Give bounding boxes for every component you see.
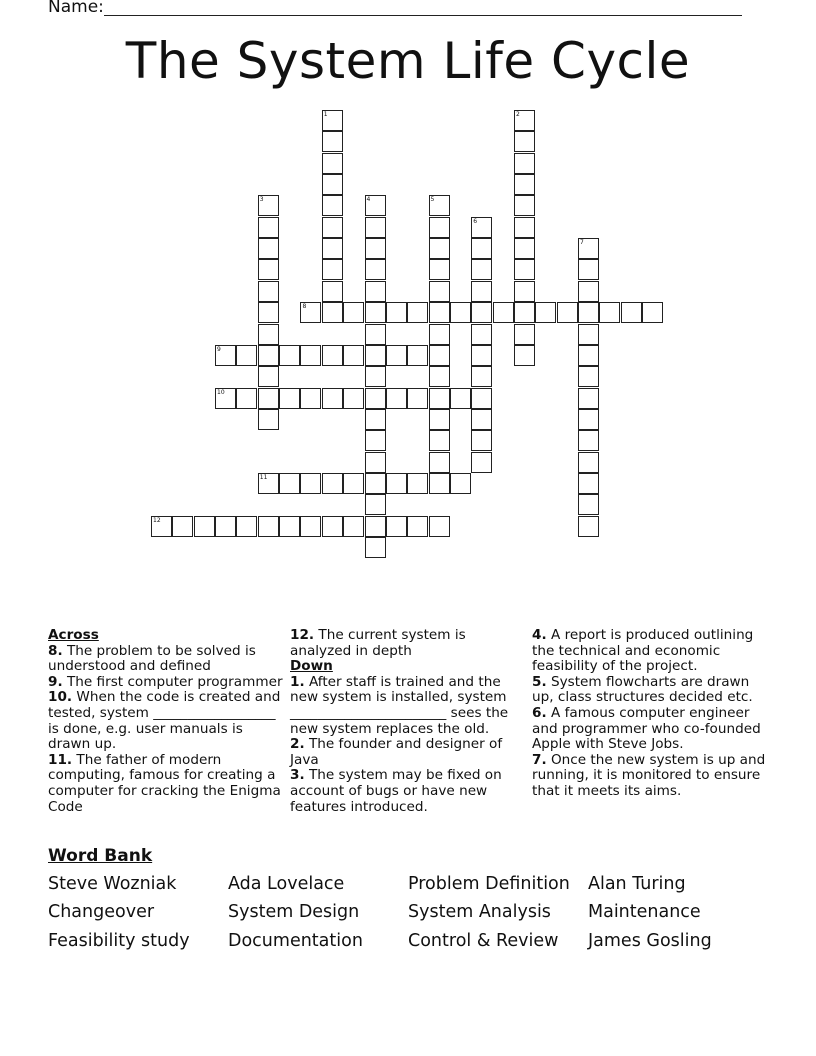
word-bank-item: Problem Definition bbox=[408, 874, 570, 894]
crossword-cell[interactable] bbox=[258, 473, 279, 494]
crossword-cell[interactable] bbox=[300, 473, 321, 494]
crossword-cell[interactable] bbox=[514, 131, 535, 152]
crossword-cell[interactable] bbox=[599, 302, 620, 323]
crossword-cell[interactable] bbox=[258, 324, 279, 345]
crossword-cell[interactable] bbox=[151, 516, 172, 537]
crossword-cell[interactable] bbox=[343, 516, 364, 537]
cell-number: 10 bbox=[217, 388, 225, 396]
crossword-cell[interactable] bbox=[514, 174, 535, 195]
crossword-cell[interactable] bbox=[322, 302, 343, 323]
crossword-cell[interactable] bbox=[322, 153, 343, 174]
crossword-cell[interactable] bbox=[578, 366, 599, 387]
cell-number: 6 bbox=[473, 217, 478, 225]
word-bank-item: Documentation bbox=[228, 931, 363, 951]
crossword-cell[interactable] bbox=[514, 302, 535, 323]
clue-text: The system may be fixed on account of bugs or have new features introduced. bbox=[290, 767, 502, 815]
crossword-cell[interactable] bbox=[407, 388, 428, 409]
crossword-cell[interactable] bbox=[365, 259, 386, 280]
crossword-cell[interactable] bbox=[578, 238, 599, 259]
cell-number: 8 bbox=[302, 303, 307, 311]
crossword-cell[interactable] bbox=[642, 302, 663, 323]
cell-number: 4 bbox=[366, 196, 371, 204]
crossword-cell[interactable] bbox=[514, 259, 535, 280]
crossword-cell[interactable] bbox=[258, 259, 279, 280]
clue-number: 7. bbox=[532, 751, 547, 768]
crossword-cell[interactable] bbox=[236, 388, 257, 409]
crossword-cell[interactable] bbox=[236, 345, 257, 366]
crossword-cell[interactable] bbox=[279, 516, 300, 537]
clue-across-9 bbox=[48, 675, 286, 691]
crossword-cell[interactable] bbox=[471, 430, 492, 451]
crossword-cell[interactable] bbox=[621, 302, 642, 323]
clue-down-2 bbox=[290, 737, 522, 768]
crossword-cell[interactable] bbox=[557, 302, 578, 323]
crossword-cell[interactable] bbox=[514, 238, 535, 259]
crossword-cell[interactable] bbox=[365, 537, 386, 558]
crossword-cell[interactable] bbox=[258, 388, 279, 409]
crossword-cell[interactable] bbox=[365, 409, 386, 430]
crossword-cell[interactable] bbox=[471, 345, 492, 366]
across-heading: Across bbox=[48, 627, 99, 643]
crossword-cell[interactable] bbox=[471, 217, 492, 238]
crossword-cell[interactable] bbox=[322, 217, 343, 238]
crossword-cell[interactable] bbox=[578, 452, 599, 473]
cell-number: 2 bbox=[515, 111, 520, 118]
crossword-cell[interactable] bbox=[386, 473, 407, 494]
word-bank-item: James Gosling bbox=[588, 931, 712, 951]
clue-down-7 bbox=[532, 753, 768, 800]
clue-across-12 bbox=[290, 628, 522, 659]
crossword-cell[interactable] bbox=[322, 345, 343, 366]
crossword-cell[interactable] bbox=[322, 388, 343, 409]
page-title: The System Life Cycle bbox=[125, 32, 691, 90]
crossword-cell[interactable] bbox=[258, 195, 279, 216]
crossword-cell[interactable] bbox=[514, 324, 535, 345]
crossword-cell[interactable] bbox=[322, 195, 343, 216]
word-bank-item: Ada Lovelace bbox=[228, 874, 345, 894]
crossword-cell[interactable] bbox=[258, 409, 279, 430]
crossword-cell[interactable] bbox=[514, 217, 535, 238]
crossword-cell[interactable] bbox=[365, 238, 386, 259]
crossword-cell[interactable] bbox=[578, 494, 599, 515]
clue-text: The current system is analyzed in depth bbox=[290, 627, 466, 659]
word-bank-title: Word Bank bbox=[48, 846, 153, 866]
down-heading: Down bbox=[290, 658, 333, 675]
crossword-cell[interactable] bbox=[471, 259, 492, 280]
crossword-cell[interactable] bbox=[258, 217, 279, 238]
crossword-cell[interactable] bbox=[429, 324, 450, 345]
cell-number: 1 bbox=[323, 111, 328, 118]
crossword-cell[interactable] bbox=[407, 473, 428, 494]
crossword-cell[interactable] bbox=[429, 516, 450, 537]
crossword-cell[interactable] bbox=[578, 259, 599, 280]
crossword-cell[interactable] bbox=[365, 302, 386, 323]
crossword-cell[interactable] bbox=[578, 345, 599, 366]
crossword-cell[interactable] bbox=[429, 388, 450, 409]
crossword-cell[interactable] bbox=[343, 473, 364, 494]
crossword-cell[interactable] bbox=[407, 345, 428, 366]
crossword-cell[interactable] bbox=[514, 153, 535, 174]
crossword-cell[interactable] bbox=[365, 452, 386, 473]
crossword-cell[interactable] bbox=[172, 516, 193, 537]
crossword-cell[interactable] bbox=[471, 366, 492, 387]
crossword-cell[interactable] bbox=[365, 324, 386, 345]
clue-text: After staff is trained and the new system is installed, system _______________________ sees the new system replaces the old. bbox=[290, 673, 509, 737]
crossword-cell[interactable] bbox=[450, 302, 471, 323]
crossword-cell[interactable] bbox=[322, 516, 343, 537]
clue-text: The father of modern computing, famous for creating a computer for cracking the Enigma Code bbox=[48, 751, 281, 815]
crossword-cell[interactable] bbox=[279, 473, 300, 494]
clue-number: 10. bbox=[48, 689, 73, 706]
crossword-cell[interactable] bbox=[578, 281, 599, 302]
clue-number: 5. bbox=[532, 673, 547, 690]
clue-column-3 bbox=[532, 628, 768, 800]
crossword-cell[interactable] bbox=[429, 238, 450, 259]
clue-down-6 bbox=[532, 706, 768, 753]
clue-text: A report is produced outlining the technical and economic feasibility of the project. bbox=[532, 627, 754, 675]
word-bank-item: Maintenance bbox=[588, 902, 701, 922]
crossword-cell[interactable] bbox=[258, 302, 279, 323]
cell-number: 12 bbox=[153, 516, 161, 524]
crossword-cell[interactable] bbox=[322, 131, 343, 152]
crossword-cell[interactable] bbox=[258, 345, 279, 366]
crossword-cell[interactable] bbox=[365, 516, 386, 537]
crossword-cell[interactable] bbox=[429, 217, 450, 238]
crossword-cell[interactable] bbox=[471, 238, 492, 259]
crossword-cell[interactable] bbox=[365, 195, 386, 216]
crossword-cell[interactable] bbox=[365, 366, 386, 387]
clue-number: 4. bbox=[532, 627, 547, 643]
crossword-cell[interactable] bbox=[471, 388, 492, 409]
clue-down-1 bbox=[290, 675, 522, 737]
crossword-cell[interactable] bbox=[258, 281, 279, 302]
clue-text: The first computer programmer bbox=[66, 673, 283, 690]
clue-column-2 bbox=[290, 628, 522, 815]
cell-number: 7 bbox=[580, 239, 584, 247]
clue-across-11 bbox=[48, 753, 286, 815]
crossword-cell[interactable] bbox=[386, 302, 407, 323]
cell-number: 5 bbox=[430, 196, 435, 204]
clue-down-5 bbox=[532, 675, 768, 706]
crossword-cell[interactable] bbox=[300, 345, 321, 366]
crossword-cell[interactable] bbox=[258, 238, 279, 259]
crossword-cell[interactable] bbox=[322, 110, 343, 131]
crossword-cell[interactable] bbox=[407, 516, 428, 537]
crossword-cell[interactable] bbox=[429, 473, 450, 494]
crossword-cell[interactable] bbox=[578, 302, 599, 323]
crossword-cell[interactable] bbox=[279, 388, 300, 409]
cell-number: 3 bbox=[259, 196, 264, 204]
clue-down-4 bbox=[532, 628, 768, 675]
crossword-cell[interactable] bbox=[578, 516, 599, 537]
crossword-cell[interactable] bbox=[300, 302, 321, 323]
clue-text: A famous computer engineer and programmer who co-founded Apple with Steve Jobs. bbox=[532, 704, 761, 753]
word-bank-item: System Design bbox=[228, 902, 360, 922]
word-bank-item: Alan Turing bbox=[588, 874, 686, 894]
crossword-cell[interactable] bbox=[365, 388, 386, 409]
clue-number: 11. bbox=[48, 751, 73, 768]
crossword-cell[interactable] bbox=[343, 345, 364, 366]
crossword-cell[interactable] bbox=[578, 473, 599, 494]
crossword-cell[interactable] bbox=[429, 430, 450, 451]
clue-number: 3. bbox=[290, 767, 305, 784]
name-label: Name: bbox=[48, 0, 104, 17]
clue-text: System flowcharts are drawn up, class structures decided etc. bbox=[532, 673, 753, 706]
crossword-cell[interactable] bbox=[471, 324, 492, 345]
word-bank-item: Changeover bbox=[48, 902, 155, 922]
crossword-cell[interactable] bbox=[429, 345, 450, 366]
crossword-cell[interactable] bbox=[215, 345, 236, 366]
crossword-cell[interactable] bbox=[386, 345, 407, 366]
crossword-cell[interactable] bbox=[365, 473, 386, 494]
crossword-cell[interactable] bbox=[429, 409, 450, 430]
crossword-cell[interactable] bbox=[450, 473, 471, 494]
crossword-cell[interactable] bbox=[514, 281, 535, 302]
crossword-cell[interactable] bbox=[578, 430, 599, 451]
cell-number: 11 bbox=[259, 473, 268, 481]
crossword-cell[interactable] bbox=[471, 281, 492, 302]
crossword-cell[interactable] bbox=[236, 516, 257, 537]
clue-number: 1. bbox=[290, 673, 305, 690]
crossword-cell[interactable] bbox=[322, 238, 343, 259]
crossword-cell[interactable] bbox=[578, 324, 599, 345]
cell-number: 9 bbox=[217, 345, 221, 353]
crossword-cell[interactable] bbox=[471, 409, 492, 430]
crossword-cell[interactable] bbox=[279, 345, 300, 366]
crossword-cell[interactable] bbox=[514, 195, 535, 216]
crossword-cell[interactable] bbox=[471, 452, 492, 473]
crossword-cell[interactable] bbox=[322, 259, 343, 280]
crossword-cell[interactable] bbox=[322, 281, 343, 302]
crossword-cell[interactable] bbox=[194, 516, 215, 537]
crossword-cell[interactable] bbox=[365, 281, 386, 302]
crossword-cell[interactable] bbox=[215, 388, 236, 409]
clue-column-1 bbox=[48, 628, 286, 815]
clue-number: 9. bbox=[48, 673, 63, 690]
word-bank-item: Steve Wozniak bbox=[48, 874, 177, 894]
crossword-cell[interactable] bbox=[300, 388, 321, 409]
clue-number: 6. bbox=[532, 704, 547, 721]
crossword-cell[interactable] bbox=[429, 452, 450, 473]
crossword-cell[interactable] bbox=[471, 302, 492, 323]
crossword-cell[interactable] bbox=[343, 388, 364, 409]
crossword-cell[interactable] bbox=[514, 345, 535, 366]
crossword-cell[interactable] bbox=[429, 366, 450, 387]
word-bank-item: System Analysis bbox=[408, 902, 551, 922]
crossword-cell[interactable] bbox=[365, 345, 386, 366]
clue-down-3 bbox=[290, 768, 522, 815]
crossword-cell[interactable] bbox=[343, 302, 364, 323]
crossword-cell[interactable] bbox=[429, 302, 450, 323]
crossword-cell[interactable] bbox=[215, 516, 236, 537]
crossword-cell[interactable] bbox=[365, 430, 386, 451]
crossword-cell[interactable] bbox=[322, 174, 343, 195]
crossword-cell[interactable] bbox=[429, 259, 450, 280]
clue-across-10 bbox=[48, 690, 286, 752]
crossword-cell[interactable] bbox=[429, 195, 450, 216]
clue-text: The founder and designer of Java bbox=[290, 736, 503, 768]
clue-number: 2. bbox=[290, 736, 305, 753]
clue-number: 8. bbox=[48, 642, 63, 659]
crossword-cell[interactable] bbox=[407, 302, 428, 323]
clue-number: 12. bbox=[290, 627, 315, 643]
crossword-cell[interactable] bbox=[429, 281, 450, 302]
crossword-cell[interactable] bbox=[578, 388, 599, 409]
crossword-cell[interactable] bbox=[258, 366, 279, 387]
word-bank-item: Feasibility study bbox=[48, 931, 190, 951]
clue-text: The problem to be solved is understood and defined bbox=[48, 642, 256, 675]
crossword-cell[interactable] bbox=[322, 473, 343, 494]
crossword-cell[interactable] bbox=[365, 217, 386, 238]
clue-text: When the code is created and tested, system __________________ is done, e.g. user manuals is drawn up. bbox=[48, 689, 281, 753]
clue-across-8 bbox=[48, 644, 286, 675]
crossword-cell[interactable] bbox=[578, 409, 599, 430]
crossword-cell[interactable] bbox=[493, 302, 514, 323]
crossword-cell[interactable] bbox=[450, 388, 471, 409]
crossword-cell[interactable] bbox=[258, 516, 279, 537]
crossword-cell[interactable] bbox=[386, 388, 407, 409]
crossword-cell[interactable] bbox=[386, 516, 407, 537]
crossword-cell[interactable] bbox=[514, 110, 535, 131]
crossword-cell[interactable] bbox=[535, 302, 556, 323]
crossword-cell[interactable] bbox=[365, 494, 386, 515]
clue-text: Once the new system is up and running, it is monitored to ensure that it meets its aims. bbox=[532, 751, 766, 799]
crossword-cell[interactable] bbox=[300, 516, 321, 537]
word-bank-item: Control & Review bbox=[408, 931, 559, 951]
